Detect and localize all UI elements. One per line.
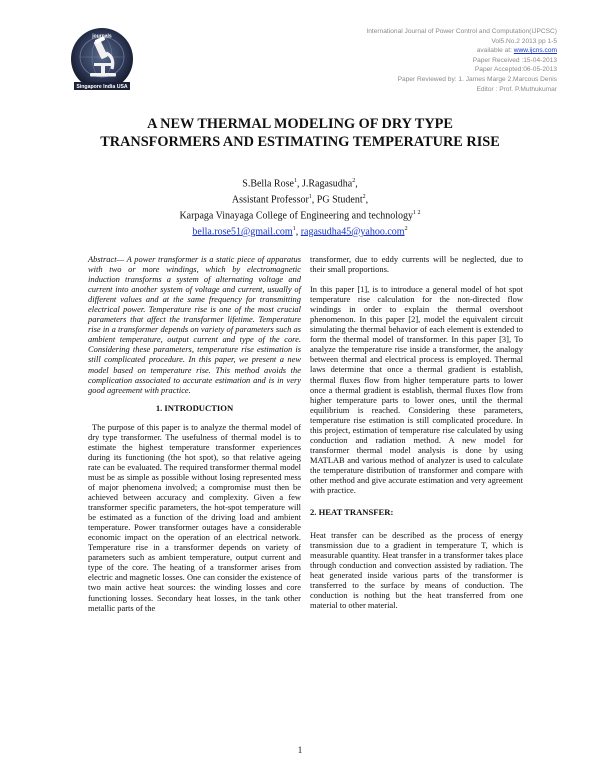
- paper-reviewers: Paper Reviewed by: 1. James Marge 2.Marcous Denis: [397, 75, 557, 83]
- introduction-paragraph: The purpose of this paper is to analyze the thermal model of dry type transformer. The usefulness of thermal model is to estimate the highest temperature transformer experiences during its functioning (the hot spot), so that relative ageing rate can be evaluated. The required transformer thermal model must be as simple as possible without losing represented mess of major phenomena involved; a compromise must then be achieved between accuracy and complexity. Given a few transformer specific parameters, the hot-spot temperature will be estimated as a function of the driving load and ambient temperature. Power transformer outages have a considerable economic impact on the operation of an electrical network. Temperature rise in a transformer depends on variety of parameters such as ambient temperature, output current and type of the core. The heating of a transformer arises from electric and magnetic losses. One can consider the existence of two main active heat sources: the winding losses and core functioning losses. Secondary heat losses, in the tank other metallic parts of the: [88, 421, 301, 613]
- author-1-name: S.Bella Rose: [242, 178, 294, 190]
- author-2-role: , PG Student: [311, 194, 363, 206]
- affiliation-sup: 1 2: [413, 209, 421, 216]
- author-1-sup: 1: [293, 178, 297, 184]
- paragraph-gap: [310, 274, 523, 284]
- abstract: Abstract— A power transformer is a static piece of apparatus with two or more windings, which by electromagnetic induction transforms a system of alternating voltage and current into another system of voltage and current, usually of different values and at the same frequency for transmitting electrical power. Temperature rise is one of the most crucial parameters that affect the transformer lifetime. Temperature rise in a transformer depends on variety of parameters such as ambient temperature, output current and type of the core. Considering these parameters, temperature rise estimation is still complicated procedure. In this paper, we present a new model based on temperature rise. This method avoids the complication associated to accurate estimation and is in very good agreement with practice.: [88, 254, 301, 395]
- author-block: [90, 175, 510, 239]
- journal-logo: [68, 27, 136, 93]
- email-link-2[interactable]: ragasudha45@yahoo.com: [300, 226, 405, 238]
- right-column: [310, 254, 523, 611]
- introduction-paragraph-continued: transformer, due to eddy currents will be neglected, due to their small proportions.: [310, 254, 523, 275]
- email-separator: ,: [295, 226, 299, 238]
- journal-website-link[interactable]: www.ijcns.com: [513, 47, 557, 55]
- journal-editor: Editor : Prof. P.Muthukumar: [476, 85, 557, 93]
- author-affiliation: [90, 207, 510, 223]
- availability-label: available at:: [476, 47, 512, 55]
- author-names: [90, 175, 510, 191]
- author-names-end: ,: [355, 178, 358, 190]
- section-1-heading: 1. INTRODUCTION: [155, 402, 234, 413]
- email-1-sup: 1: [292, 225, 296, 232]
- author-1-role: Assistant Professor: [231, 194, 309, 206]
- paper-accepted-date: Paper Accepted:06-05-2013: [474, 66, 557, 74]
- email-2-sup: 2: [404, 225, 408, 232]
- journal-volume: Vol5.No.2 2013 pp 1-5: [491, 37, 557, 45]
- author-emails: [90, 223, 510, 239]
- page-number: 1: [297, 745, 303, 755]
- role-2-sup: 2: [362, 193, 366, 200]
- journal-info: [366, 27, 557, 94]
- role-1-sup: 1: [308, 193, 312, 200]
- paper-received-date: Paper Received :15-04-2013: [472, 56, 557, 64]
- section-2-heading: 2. HEAT TRANSFER:: [310, 507, 394, 518]
- microscope-logo-icon: [68, 27, 136, 93]
- author-roles-end: ,: [365, 194, 369, 206]
- logo-top-text: journals: [92, 33, 112, 40]
- author-roles: [90, 191, 510, 207]
- logo-bottom-text: Singapore India USA: [76, 84, 128, 91]
- literature-review-paragraph: In this paper [1], is to introduce a general model of hot spot temperature rise calculation for the non-directed flow windings in order to explain the thermal overshoot phenomenon. In this paper [2], model the equivalent circuit simulating the thermal behavior of each element is extended to form the thermal model of transformer. In this paper [3], To analyze the temperature rise inside a transformer, the analogy between thermal and electrical process is employed. Thermal laws determine that once a thermal gradient is establish, thermal fluxes flow from higher temperature parts to lower once a thermal gradient is establish, thermal fluxes flow from higher temperature parts to lower ones, until the thermal equilibrium is reached. Considering these parameters, temperature rise estimation is still complicated procedure. In this project, estimation of temperature rise calculated by using conduction and radiation method. A new model for transformer thermal model analysis is done by using MATLAB and various method of analyzer is used to calculate the temperature distribution of transformer and compare with other method and give accurate estimation and very agreement with practice.: [310, 284, 523, 496]
- email-link-1[interactable]: bella.rose51@gmail.com: [192, 226, 293, 238]
- journal-name: International Journal of Power Control and Computation(IJPCSC): [366, 28, 557, 35]
- paper-title: A NEW THERMAL MODELING OF DRY TYPE TRANSFORMERS AND ESTIMATING TEMPERATURE RISE: [100, 116, 500, 150]
- author-2-sup: 2: [352, 178, 356, 184]
- author-2-name: , J.Ragasudha: [296, 178, 353, 190]
- left-column: [88, 254, 301, 613]
- heat-transfer-paragraph: Heat transfer can be described as the process of energy transmission due to a gradient in temperature T, which is measurable quantity. Heat transfer in a transformer takes place through conduction and convection assisted by radiation. The heat generated inside various parts of the transformer is transferred to the surface by means of conduction. The conduction is nothing but the heat transferred from one material to other material.: [310, 530, 523, 611]
- journal-availability: [366, 46, 557, 56]
- affiliation-text: Karpaga Vinayaga College of Engineering and technology: [179, 210, 414, 222]
